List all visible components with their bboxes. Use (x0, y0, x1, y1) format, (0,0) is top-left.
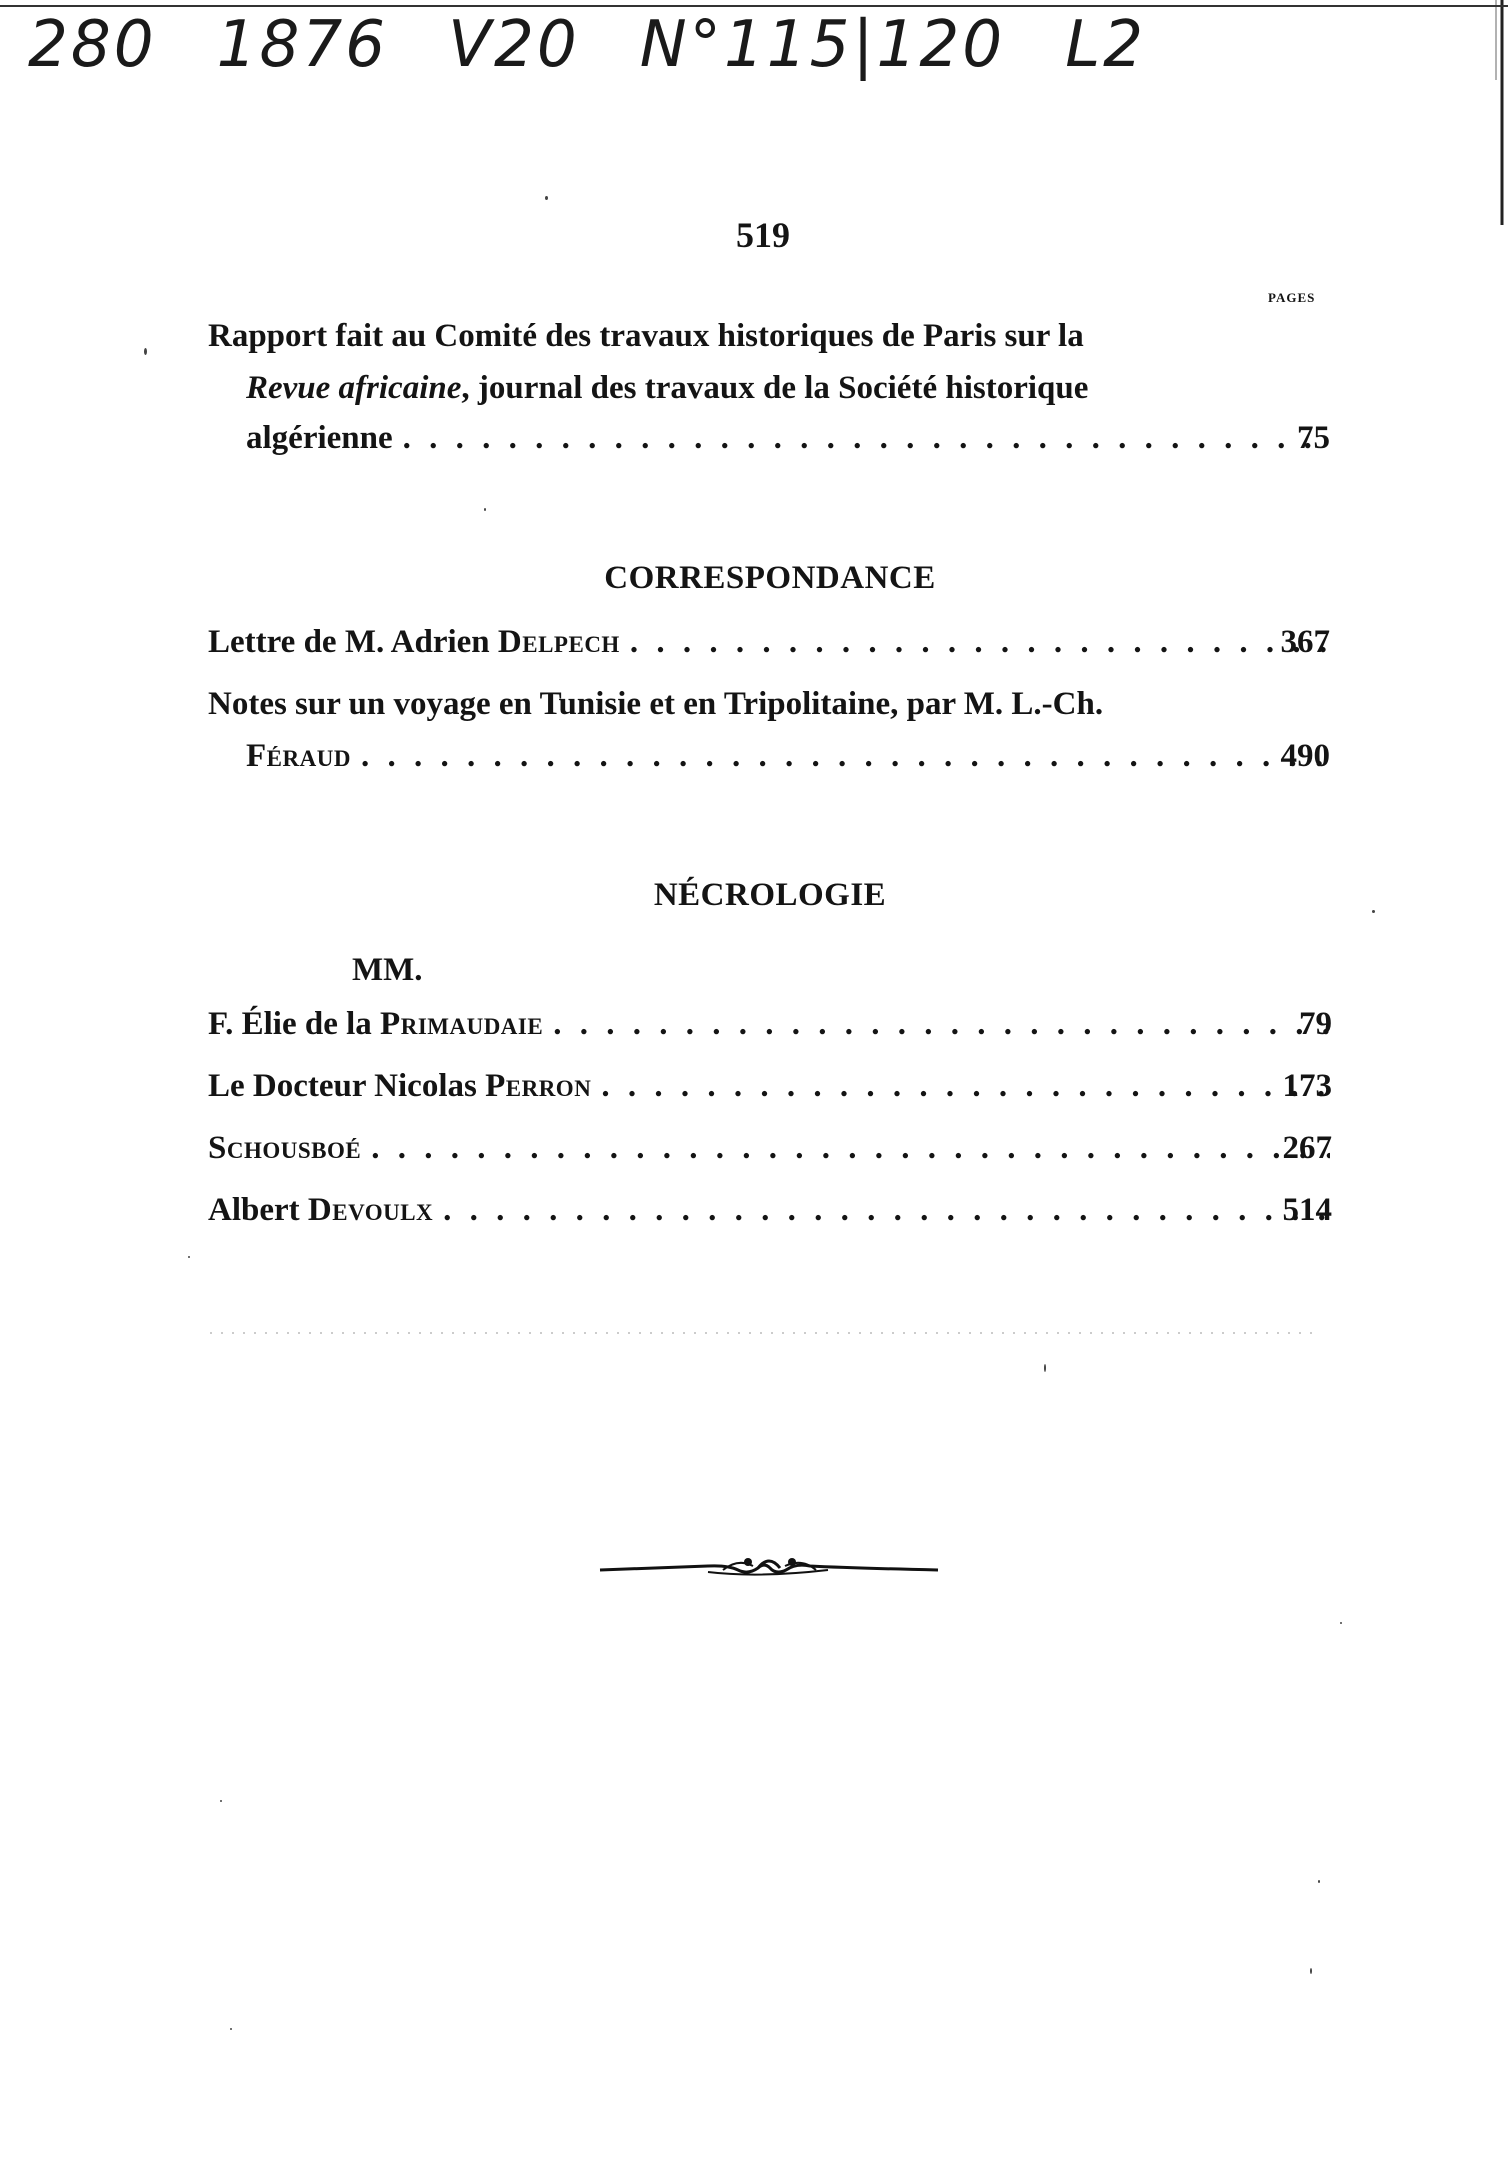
schousboe-surname: Schousboé (208, 1130, 362, 1166)
scan-speck (220, 1800, 222, 1802)
pages-column-label: PAGES (1268, 290, 1316, 305)
dot-leader (351, 738, 1330, 775)
scan-speck (1310, 1968, 1312, 1974)
feraud-entry-line-1: Notes sur un voyage en Tunisie et en Tripolitaine, par M. L.-Ch. (208, 686, 1104, 722)
perron-entry (208, 1068, 1330, 1112)
delpech-entry-label (208, 624, 620, 661)
mm-label: MM. (352, 952, 423, 988)
devoulx-entry (208, 1192, 1330, 1236)
perron-label-prefix: Le Docteur Nicolas (208, 1068, 486, 1104)
schousboe-page-ref: 267 (1282, 1130, 1332, 1166)
fleuron-divider-icon (598, 1548, 940, 1588)
page-number: 519 (736, 215, 790, 255)
feraud-entry-line-2 (246, 738, 1330, 782)
dot-leader (543, 1006, 1330, 1043)
handwritten-archive-note: 280 1876 V20 N°115|120 L2 (28, 8, 1146, 82)
rapport-entry-line-2 (246, 370, 1330, 407)
devoulx-surname: Devoulx (307, 1192, 434, 1228)
scan-speck (545, 196, 548, 200)
delpech-label-prefix: Lettre de M. Adrien (208, 624, 498, 660)
devoulx-page-ref: 514 (1282, 1192, 1332, 1228)
scan-speck (484, 508, 486, 511)
scan-speck (1044, 1364, 1046, 1372)
scan-speck (1372, 910, 1375, 913)
schousboe-entry-label (208, 1130, 361, 1167)
scan-speck (1318, 1880, 1320, 1883)
scan-speck (144, 348, 147, 355)
rapport-page-ref: 75 (1297, 420, 1330, 456)
rapport-entry-line-3 (246, 420, 1330, 464)
rapport-entry-line-1: Rapport fait au Comité des travaux historiques de Paris sur la (208, 318, 1084, 354)
dot-leader (620, 624, 1330, 661)
dot-leader (393, 420, 1330, 457)
devoulx-entry-label (208, 1192, 433, 1229)
primaudaie-entry-label (208, 1006, 543, 1043)
delpech-entry (208, 624, 1330, 668)
scan-speck (230, 2028, 232, 2030)
dot-leader (361, 1130, 1330, 1167)
scan-speck (1340, 1622, 1342, 1624)
primaudaie-entry (208, 1006, 1330, 1050)
primaudaie-page-ref: 79 (1299, 1006, 1332, 1042)
primaudaie-surname: Primaudaie (380, 1006, 544, 1042)
schousboe-entry (208, 1130, 1330, 1174)
primaudaie-label-prefix: F. Élie de la (208, 1006, 381, 1042)
rapport-entry-line-2-rest: , journal des travaux de la Société historique (461, 370, 1089, 406)
delpech-page-ref: 367 (1280, 624, 1330, 660)
delpech-surname: Delpech (497, 624, 620, 660)
feraud-page-ref: 490 (1280, 738, 1330, 774)
necrologie-heading: NÉCROLOGIE (653, 877, 887, 913)
correspondance-heading: CORRESPONDANCE (604, 560, 936, 596)
scan-speck (188, 1256, 190, 1258)
perron-page-ref: 173 (1282, 1068, 1332, 1104)
rapport-entry-label: algérienne (246, 420, 393, 456)
perron-entry-label (208, 1068, 591, 1105)
revue-africaine-title: Revue africaine (246, 370, 462, 406)
dot-leader (591, 1068, 1330, 1105)
devoulx-label-prefix: Albert (208, 1192, 308, 1228)
perron-surname: Perron (485, 1068, 592, 1104)
dot-leader (433, 1192, 1330, 1229)
bleed-through-dots (210, 1325, 1330, 1341)
feraud-surname: Féraud (246, 738, 351, 774)
